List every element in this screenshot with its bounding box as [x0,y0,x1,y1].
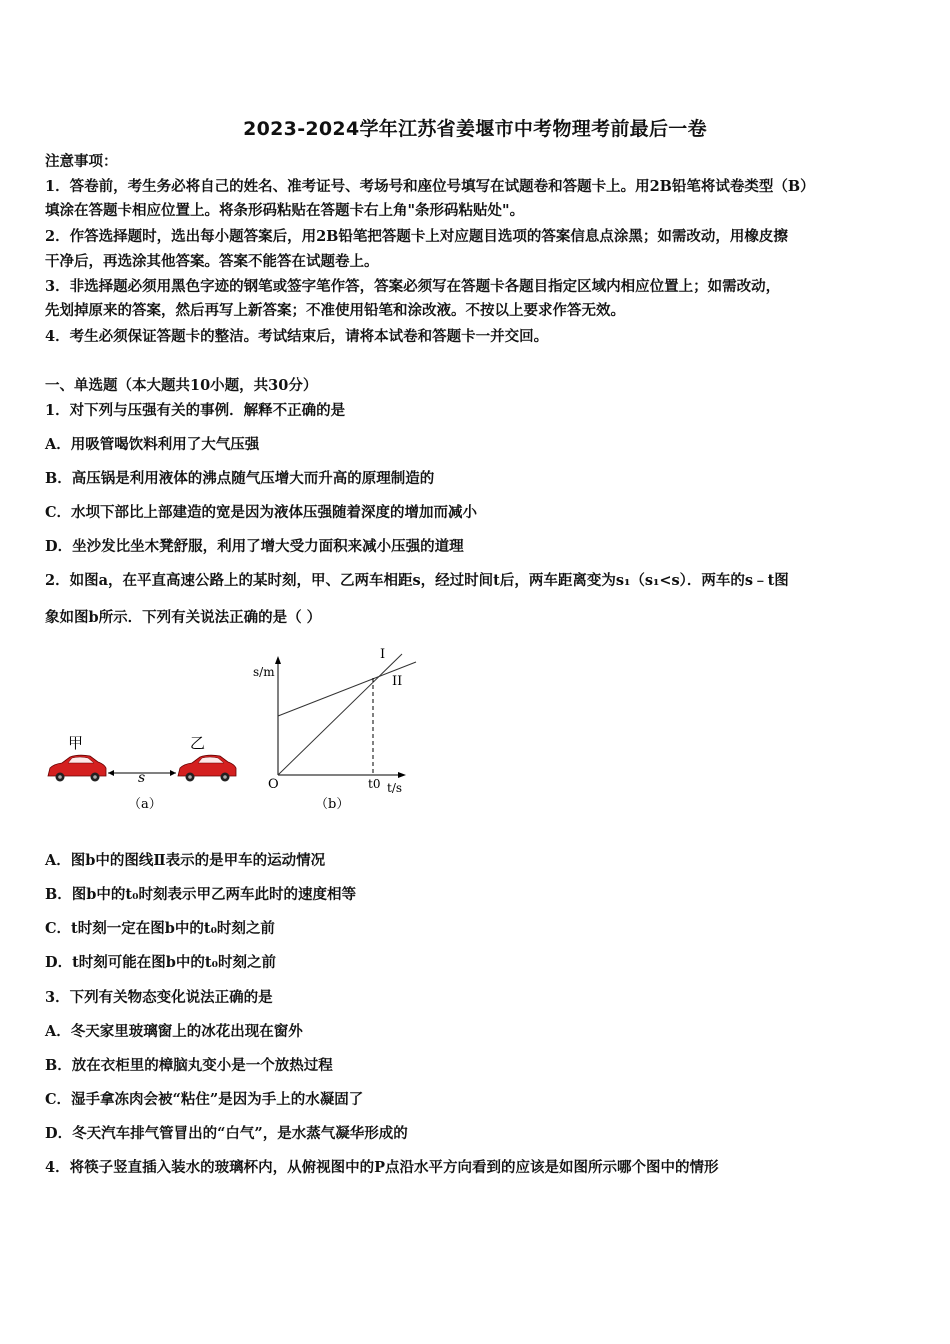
graph-line-1 [278,654,402,775]
y-axis-label: s/m [253,665,275,679]
car-jia-label: 甲 [68,734,84,752]
x-axis-label: t/s [387,781,403,795]
line-2-label: II [392,674,403,689]
notice-line: 3．非选择题必须用黑色字迹的钢笔或签字笔作答，答案必须写在答题卡各题目指定区域内相应位置上；如需改动， [45,278,781,295]
question-1-stem: 1．对下列与压强有关的事例．解释不正确的是 [45,402,346,419]
question-2-option-c: C．t时刻一定在图b中的t₀时刻之前 [45,920,275,937]
notice-line: 4．考生必须保证答题卡的整洁。考试结束后，请将本试卷和答题卡一并交回。 [45,328,549,345]
question-2-figure [40,640,440,820]
question-1-option-b: B．高压锅是利用液体的沸点随气压增大而升高的原理制造的 [45,470,435,487]
question-3-stem: 3．下列有关物态变化说法正确的是 [45,989,273,1006]
notice-line: 1．答卷前，考生务必将自己的姓名、准考证号、考场号和座位号填写在试题卷和答题卡上。用2B铅笔将试卷类型（B） [45,178,815,195]
question-1-option-d: D．坐沙发比坐木凳舒服，利用了增大受力面积来减小压强的道理 [45,538,464,555]
car-yi-icon [178,755,236,781]
notice-line: 2．作答选择题时，选出每小题答案后，用2B铅笔把答题卡上对应题目选项的答案信息点涂黑；如需改动，用橡皮擦 [45,228,788,245]
figure-svg [40,640,440,820]
question-1-option-c: C．水坝下部比上部建造的宽是因为液体压强随着深度的增加而减小 [45,504,478,521]
origin-label: O [268,777,279,792]
distance-label: s [138,770,146,786]
notice-heading: 注意事项： [45,153,118,170]
section-heading: 一、单选题（本大题共10小题，共30分） [45,377,318,394]
question-1-option-a: A．用吸管喝饮料利用了大气压强 [45,436,260,453]
car-jia-icon [48,755,106,781]
question-3-option-d: D．冬天汽车排气管冒出的“白气”，是水蒸气凝华形成的 [45,1125,408,1142]
question-3-option-b: B．放在衣柜里的樟脑丸变小是一个放热过程 [45,1057,333,1074]
line-1-label: I [380,647,386,662]
notice-line: 干净后，再选涂其他答案。答案不能答在试题卷上。 [45,253,379,270]
caption-b: （b） [315,797,350,812]
question-2-option-d: D．t时刻可能在图b中的t₀时刻之前 [45,954,276,971]
notice-line: 先划掉原来的答案，然后再写上新答案；不准使用铅笔和涂改液。不按以上要求作答无效。 [45,302,625,319]
notice-line: 填涂在答题卡相应位置上。将条形码粘贴在答题卡右上角"条形码粘贴处"。 [45,202,525,219]
car-yi-label: 乙 [190,734,206,752]
st-graph [275,654,416,778]
page-title: 2023-2024学年江苏省姜堰市中考物理考前最后一卷 [243,118,707,140]
question-2-stem-line-2: 象如图b所示．下列有关说法正确的是（ ） [45,609,322,626]
question-4-stem: 4．将筷子竖直插入装水的玻璃杯内，从俯视图中的P点沿水平方向看到的应该是如图所示哪个图中的情形 [45,1159,719,1176]
caption-a: （a） [128,797,162,812]
t0-label: t0 [368,777,381,791]
question-3-option-c: C．湿手拿冻肉会被“粘住”是因为手上的水凝固了 [45,1091,364,1108]
question-2-option-b: B．图b中的t₀时刻表示甲乙两车此时的速度相等 [45,886,356,903]
question-2-option-a: A．图b中的图线Ⅱ表示的是甲车的运动情况 [45,852,326,869]
question-2-stem-line-1: 2．如图a，在平直高速公路上的某时刻，甲、乙两车相距s，经过时间t后，两车距离变为s₁（s₁<s）．两车的s﹣t图 [45,572,789,589]
question-3-option-a: A．冬天家里玻璃窗上的冰花出现在窗外 [45,1023,303,1040]
